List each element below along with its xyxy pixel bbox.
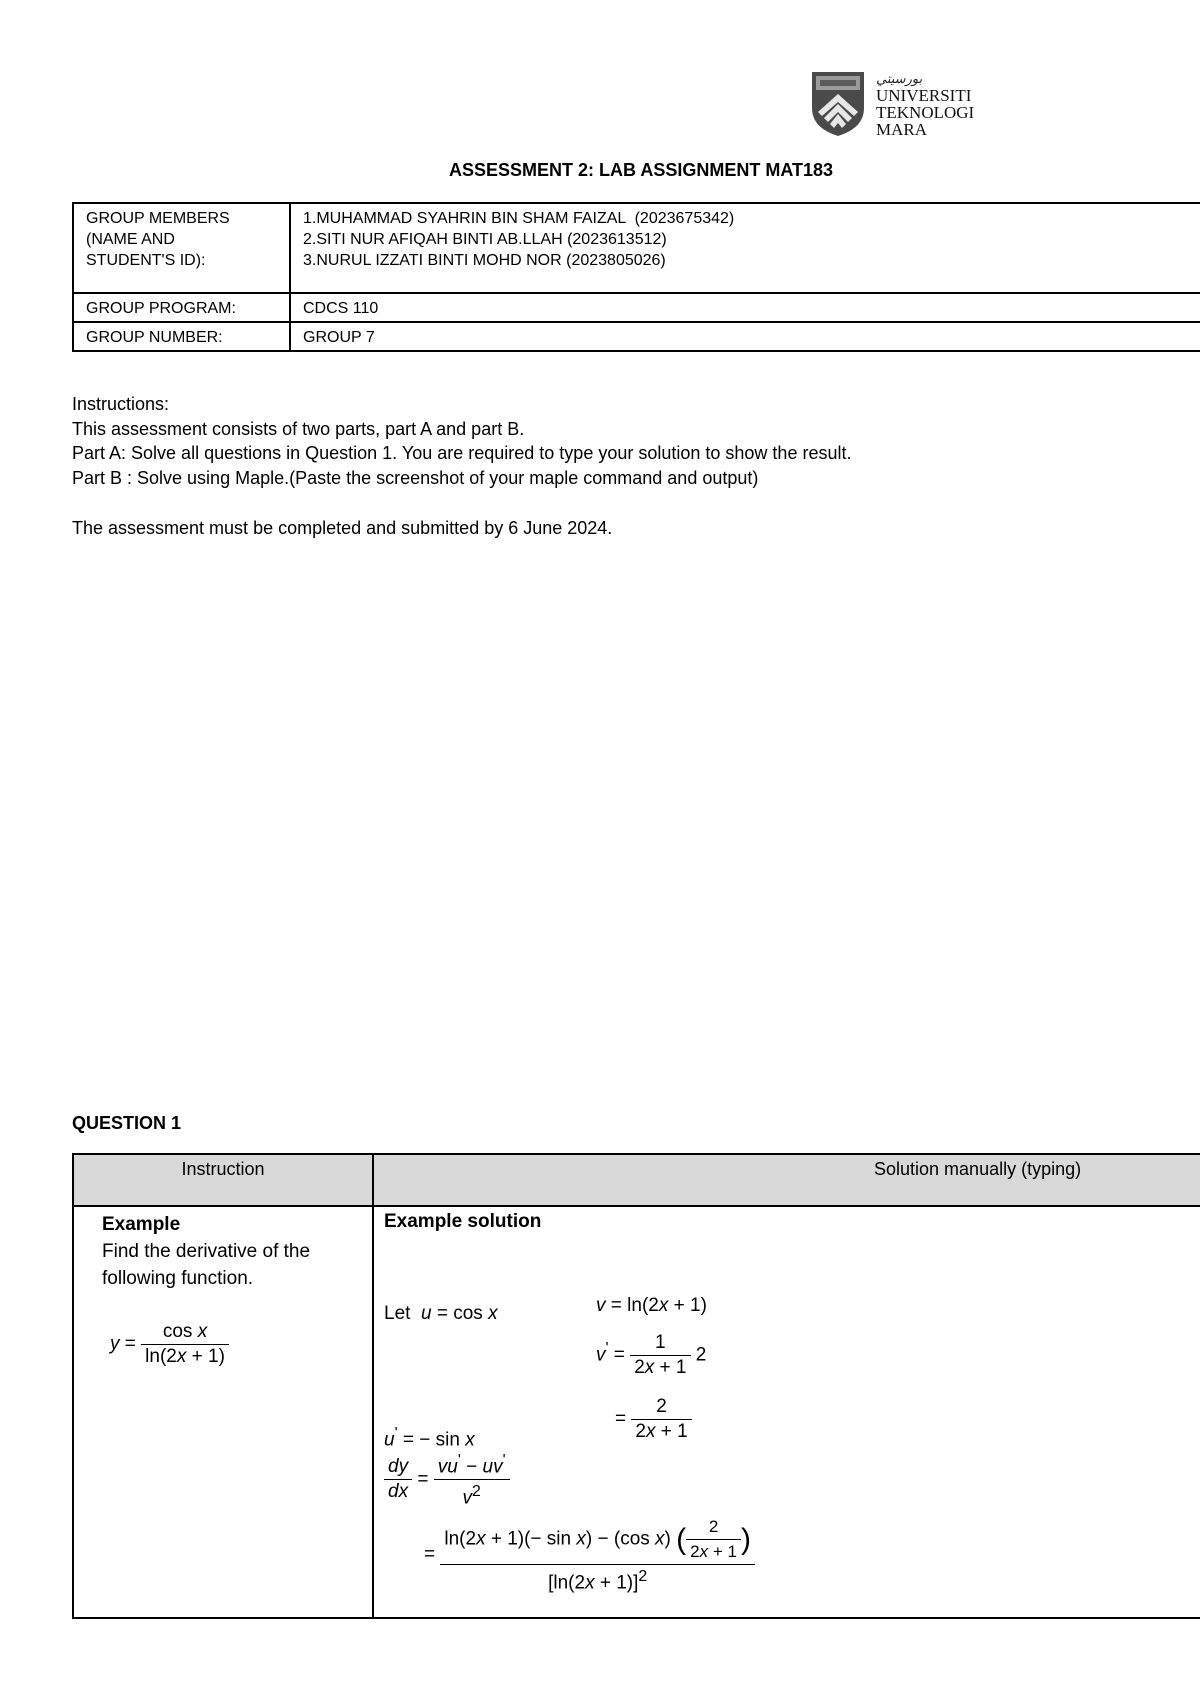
group-info-table [72, 202, 1200, 352]
logo-script-text: بورسيتي [876, 71, 923, 86]
logo-line-1: UNIVERSITI [876, 86, 972, 105]
solution-column-header: Solution manually (typing) [874, 1159, 1082, 1179]
example-cell [102, 1211, 362, 1369]
instructions-line: Part B : Solve using Maple.(Paste the screenshot of your maple command and output) [72, 467, 759, 488]
instructions-heading: Instructions: [72, 394, 170, 414]
group-number-label: GROUP NUMBER: [73, 322, 290, 351]
member-entry: 3.NURUL IZZATI BINTI MOHD NOR (2023805026) [303, 252, 666, 269]
member-entry: 2.SITI NUR AFIQAH BINTI AB.LLAH (2023613512) [303, 231, 667, 248]
u-prime-equation: u' = − sin x [384, 1425, 475, 1451]
example-function: y = $\frac{\text{cos x}}{\ln(2x + 1)}$ [110, 1320, 362, 1369]
group-program-label: GROUP PROGRAM: [73, 293, 290, 322]
let-u-equation: Let u = cos x [384, 1303, 498, 1324]
v-prime-simplified: = $\frac{2}{2x + 1}$ [615, 1395, 692, 1444]
group-members-label [73, 203, 290, 293]
deadline-text: The assessment must be completed and submitted by 6 June 2024. [72, 518, 613, 538]
example-title: Example [102, 1214, 181, 1235]
example-solution-cell [384, 1211, 541, 1233]
group-members-row [73, 203, 1200, 293]
quotient-rule: $\frac{dy}{dx}$ = $\frac{vu' - uv'}{v^2}$ [384, 1449, 510, 1511]
example-text-line: following function. [102, 1268, 254, 1289]
instruction-column-header: Instruction [181, 1159, 265, 1179]
group-number-row [73, 322, 1200, 351]
members-label-line: STUDENT'S ID): [86, 252, 206, 269]
group-number-value: GROUP 7 [290, 322, 1200, 351]
document-title: ASSESSMENT 2: LAB ASSIGNMENT MAT183 [448, 160, 834, 180]
solution-title: Example solution [384, 1211, 542, 1232]
question-table-header [74, 1155, 1200, 1207]
group-members-value [290, 203, 1200, 293]
logo-line-2: TEKNOLOGI [876, 103, 975, 122]
v-prime-equation: v' = $\frac{1}{2x + 1}$ 2 [596, 1332, 707, 1378]
group-program-value: CDCS 110 [290, 293, 1200, 322]
v-equation: v = ln(2x + 1) [596, 1295, 707, 1316]
let-label: Let [384, 1303, 411, 1324]
column-divider [372, 1155, 374, 1617]
derivative-result: = ln(2x + 1)(− sin x) − (cos x) ( $\frac{2}{2x + 1}$ ) $[\ln(2x + 1)]^2$ [424, 1515, 755, 1595]
members-label-line: (NAME AND [86, 231, 175, 248]
example-text-line: Find the derivative of the [102, 1241, 311, 1262]
university-crest-icon [808, 68, 868, 138]
logo-line-3: MARA [876, 120, 928, 139]
university-logo [808, 68, 988, 140]
instructions-line: This assessment consists of two parts, part A and part B. [72, 418, 525, 439]
member-entry: 1.MUHAMMAD SYAHRIN BIN SHAM FAIZAL (2023675342) [303, 210, 735, 227]
question-1-heading: QUESTION 1 [72, 1113, 182, 1133]
instructions-block [72, 392, 851, 490]
instructions-line: Part A: Solve all questions in Question 1. You are required to type your solution to show the result. [72, 443, 852, 463]
members-label-line: GROUP MEMBERS [86, 210, 230, 227]
group-program-row [73, 293, 1200, 322]
question-1-table [72, 1153, 1200, 1619]
